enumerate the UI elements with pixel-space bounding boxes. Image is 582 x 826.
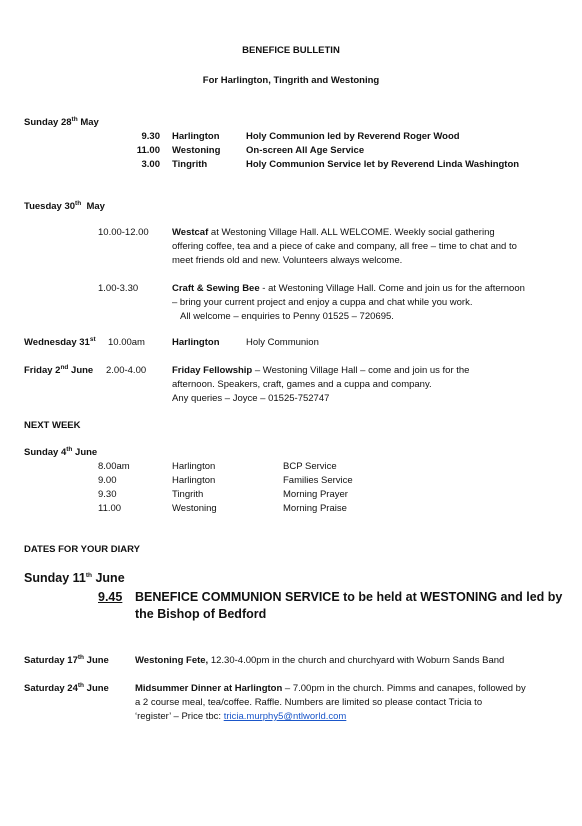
service-place: Westoning [172, 145, 221, 156]
saturday-17-event: Westoning Fete, 12.30-4.00pm in the church and churchyard with Woburn Sands Band [135, 655, 505, 666]
sunday-28-heading: Sunday 28th May [24, 115, 99, 128]
friday-time: 2.00-4.00 [106, 365, 147, 376]
service-place: Tingrith [172, 489, 204, 500]
sunday-4-heading: Sunday 4th June [24, 445, 98, 458]
saturday-24-line-1: Midsummer Dinner at Harlington – 7.00pm in the church. Pimms and canapes, followed by [135, 683, 526, 694]
diary-heading: DATES FOR YOUR DIARY [24, 544, 140, 555]
westcaf-line-1: Westcaf at Westoning Village Hall. ALL WELCOME. Weekly social gathering [172, 227, 495, 238]
westcaf-line-3: meet friends old and new. Volunteers always welcome. [172, 255, 403, 266]
saturday-24-heading: Saturday 24th June [24, 681, 109, 694]
service-description: On-screen All Age Service [246, 145, 365, 156]
craft-time: 1.00-3.30 [98, 283, 139, 294]
wednesday-31-heading: Wednesday 31st [24, 335, 96, 348]
service-description: Holy Communion Service let by Reverend Linda Washington [246, 159, 520, 170]
craft-line-1: Craft & Sewing Bee - at Westoning Village Hall. Come and join us for the afternoon [172, 283, 525, 294]
service-time: 9.30 [98, 489, 117, 500]
friday-line-1: Friday Fellowship – Westoning Village Hall – come and join us for the [172, 365, 470, 376]
wednesday-description: Holy Communion [246, 337, 319, 348]
sunday-11-heading: Sunday 11th June [24, 571, 125, 585]
service-description: Morning Praise [283, 503, 347, 514]
service-description: Morning Prayer [283, 489, 348, 500]
service-description: Holy Communion led by Reverend Roger Wood [246, 131, 460, 142]
westcaf-time: 10.00-12.00 [98, 227, 149, 238]
craft-line-2: – bring your current project and enjoy a cuppa and chat while you work. [172, 297, 473, 308]
sunday-11-line-1: BENEFICE COMMUNION SERVICE to be held at WESTONING and led by [135, 590, 563, 604]
wednesday-time: 10.00am [108, 337, 145, 348]
service-place: Harlington [172, 131, 220, 142]
bulletin-title: BENEFICE BULLETIN [242, 45, 340, 56]
service-time: 3.00 [141, 159, 160, 170]
service-time: 9.30 [141, 131, 160, 142]
service-description: BCP Service [283, 461, 337, 472]
saturday-24-line-3: ‘register’ – Price tbc: tricia.murphy5@ntlworld.com [135, 711, 347, 722]
tuesday-30-heading: Tuesday 30th May [24, 199, 105, 212]
saturday-24-line-2: a 2 course meal, tea/coffee. Raffle. Numbers are limited so please contact Tricia to [135, 697, 483, 708]
service-time: 11.00 [98, 503, 122, 514]
service-place: Tingrith [172, 159, 208, 170]
bulletin-subtitle: For Harlington, Tingrith and Westoning [202, 75, 380, 86]
craft-line-3: All welcome – enquiries to Penny 01525 – 720695. [180, 311, 394, 322]
service-place: Westoning [172, 503, 217, 514]
friday-line-3: Any queries – Joyce – 01525-752747 [172, 393, 330, 404]
service-time: 8.00am [98, 461, 130, 472]
service-time: 11.00 [136, 145, 160, 156]
service-place: Harlington [172, 461, 216, 472]
service-description: Families Service [283, 475, 353, 486]
westcaf-line-2: offering coffee, tea and a piece of cake and company, all free – time to chat and to [172, 241, 517, 252]
next-week-heading: NEXT WEEK [24, 420, 81, 431]
wednesday-place: Harlington [172, 337, 220, 348]
friday-line-2: afternoon. Speakers, craft, games and a cuppa and company. [172, 379, 432, 390]
service-time: 9.00 [98, 475, 117, 486]
friday-2-heading: Friday 2nd June [24, 363, 94, 376]
sunday-11-line-2: the Bishop of Bedford [135, 607, 267, 621]
sunday-11-time: 9.45 [98, 590, 123, 604]
tricia-email-link[interactable]: tricia.murphy5@ntlworld.com [223, 711, 347, 722]
service-place: Harlington [172, 475, 216, 486]
saturday-17-heading: Saturday 17th June [24, 653, 109, 666]
